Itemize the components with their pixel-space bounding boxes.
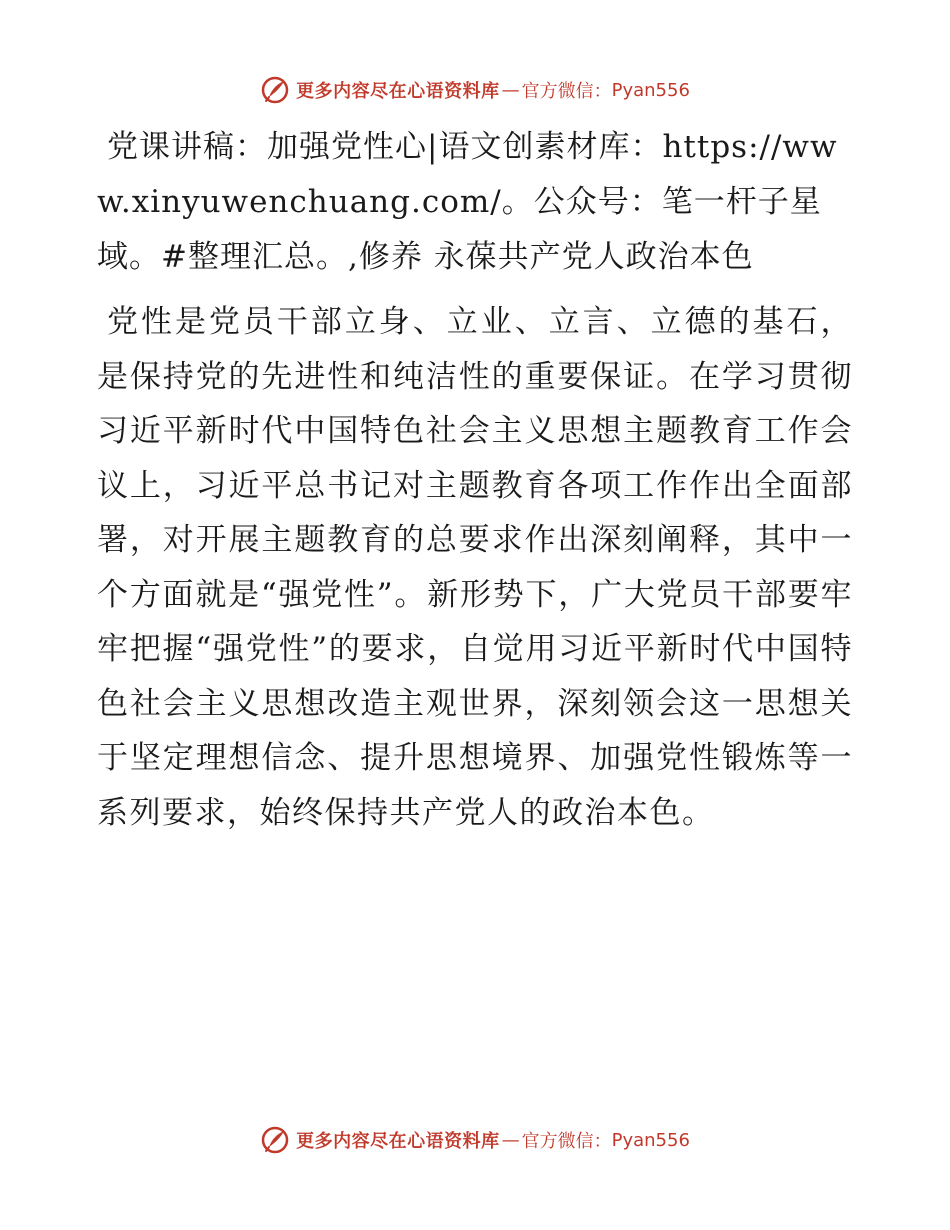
feather-pen-logo-icon [260,1125,290,1155]
banner-official-label: 官方微信： [521,81,612,102]
document-body [97,120,853,840]
banner-dash: — [501,1129,520,1151]
header-banner [0,70,950,110]
paragraph: 党性是党员干部立身、立业、立言、立德的基石，是保持党的先进性和纯洁性的重要保证。在学习贯彻习近平新时代中国特色社会主义思想主题教育工作会议上，习近平总书记对主题教育各项工作作出全面部署，对开展主题教育的总要求作出深刻阐释，其中一个方面就是“强党性”。新形势下，广大党员干部要牢牢把握“强党性”的要求，自觉用习近平新时代中国特色社会主义思想改造主观世界，深刻领会这一思想关于坚定理想信念、提升思想境界、加强党性锻炼等一系列要求，始终保持共产党人的政治本色。 [97,304,853,831]
banner-wechat-id: Pyan556 [611,1129,690,1151]
banner-site-text: 更多内容尽在心语资料库 [296,81,500,102]
document-title: 党课讲稿：加强党性心|语文创素材库：https://www.xinyuwenchuang.com/。公众号：笔一杆子星域。#整理汇总。,修养 永葆共产党人政治本色 [97,129,838,275]
feather-pen-logo-icon [260,75,290,105]
footer-banner [0,1120,950,1160]
banner-site-text: 更多内容尽在心语资料库 [296,1131,500,1152]
banner-official-label: 官方微信： [521,1131,612,1152]
banner-wechat-id: Pyan556 [611,79,690,101]
banner-dash: — [501,79,520,101]
